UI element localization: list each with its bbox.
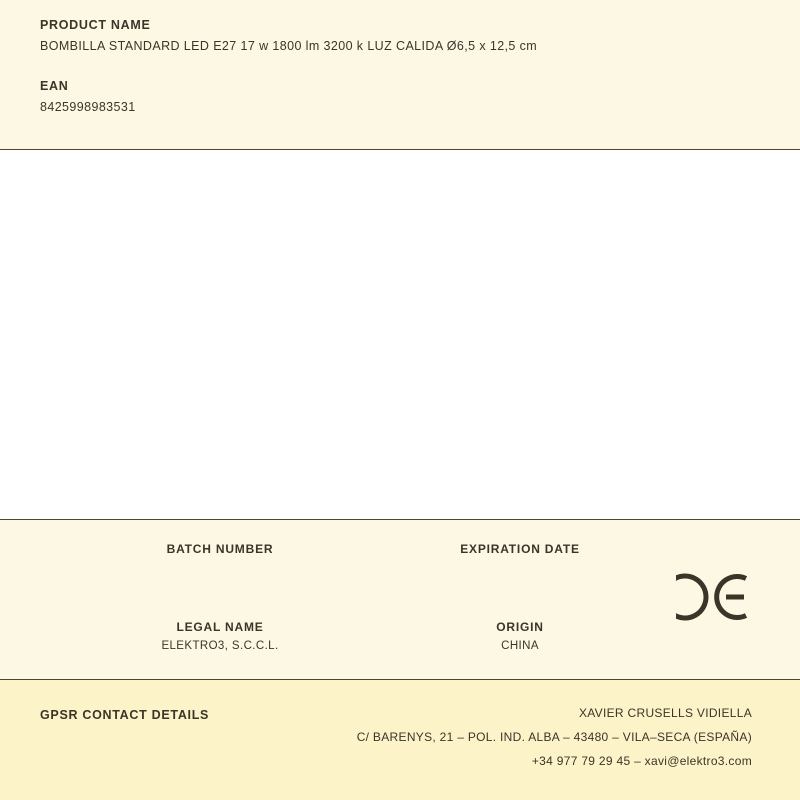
gpsr-address: C/ BARENYS, 21 – POL. IND. ALBA – 43480 – VILA–SECA (ESPAÑA) xyxy=(356,730,752,744)
ce-mark-icon xyxy=(676,572,748,627)
ce-mark-cell xyxy=(640,542,800,576)
origin-value: CHINA xyxy=(501,640,539,652)
batch-number-value xyxy=(40,562,400,576)
batch-number-cell xyxy=(0,542,400,576)
expiration-date-value xyxy=(400,562,640,576)
gpsr-contact-block xyxy=(0,680,800,800)
legal-name-label: LEGAL NAME xyxy=(176,620,264,634)
product-name-label: PRODUCT NAME xyxy=(40,18,151,32)
batch-expiration-row xyxy=(0,542,800,576)
ean-group xyxy=(40,79,760,114)
legal-name-cell xyxy=(0,620,400,654)
legal-name-value: ELEKTRO3, S.C.C.L. xyxy=(161,640,279,652)
gpsr-details xyxy=(357,706,752,768)
product-identification-block xyxy=(0,0,800,150)
expiration-date-label: EXPIRATION DATE xyxy=(460,542,580,556)
blank-content-area xyxy=(0,150,800,520)
ean-label: EAN xyxy=(40,79,69,93)
ean-value: 8425998983531 xyxy=(40,100,136,114)
gpsr-contact-name: XAVIER CRUSELLS VIDIELLA xyxy=(578,706,752,720)
expiration-date-cell xyxy=(400,542,640,576)
origin-label: ORIGIN xyxy=(496,620,544,634)
batch-number-label: BATCH NUMBER xyxy=(166,542,274,556)
traceability-block xyxy=(0,520,800,680)
gpsr-title: GPSR CONTACT DETAILS xyxy=(40,708,210,722)
gpsr-phone-email: +34 977 79 29 45 – xavi@elektro3.com xyxy=(531,754,752,768)
product-name-value: BOMBILLA STANDARD LED E27 17 w 1800 lm 3200 k LUZ CALIDA Ø6,5 x 12,5 cm xyxy=(40,39,538,53)
origin-cell xyxy=(400,620,640,654)
product-name-group xyxy=(40,18,760,53)
